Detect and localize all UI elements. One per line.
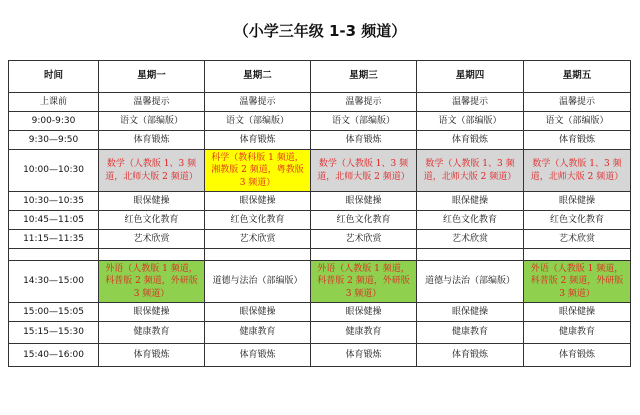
- schedule-cell: 温馨提示: [524, 93, 631, 112]
- schedule-cell: 健康教育: [311, 322, 417, 344]
- schedule-cell: 红色文化教育: [524, 211, 631, 230]
- schedule-cell: 温馨提示: [311, 93, 417, 112]
- schedule-cell: 眼保健操: [205, 192, 311, 211]
- table-row: [9, 112, 631, 131]
- header-monday: 星期一: [99, 61, 205, 93]
- header-wednesday: 星期三: [311, 61, 417, 93]
- table-row: [9, 93, 631, 112]
- time-cell: 9:00-9:30: [9, 112, 99, 131]
- time-cell: 10:00—10:30: [9, 150, 99, 192]
- schedule-cell: 外语（人教版 1 频道，科普版 2 频道，外研版 3 频道）: [311, 261, 417, 303]
- schedule-cell: 健康教育: [99, 322, 205, 344]
- schedule-cell: 语文（部编版）: [417, 112, 524, 131]
- schedule-cell: 数学（人教版 1、3 频道，北师大版 2 频道）: [311, 150, 417, 192]
- schedule-cell: [417, 249, 524, 261]
- table-row: [9, 230, 631, 249]
- schedule-cell: 艺术欣赏: [311, 230, 417, 249]
- page-title: （小学三年级 1-3 频道）: [233, 22, 407, 40]
- schedule-cell: 红色文化教育: [205, 211, 311, 230]
- schedule-cell: 语文（部编版）: [99, 112, 205, 131]
- schedule-cell: 温馨提示: [417, 93, 524, 112]
- schedule-cell: 体育锻炼: [524, 344, 631, 367]
- schedule-cell: 健康教育: [417, 322, 524, 344]
- header-thursday: 星期四: [417, 61, 524, 93]
- schedule-cell: [524, 249, 631, 261]
- schedule-cell: 科学（教科版 1 频道，湘教版 2 频道，粤教版 3 频道）: [205, 150, 311, 192]
- table-row: [9, 344, 631, 367]
- schedule-cell: 眼保健操: [99, 303, 205, 322]
- schedule-cell: 语文（部编版）: [311, 112, 417, 131]
- schedule-cell: 眼保健操: [311, 192, 417, 211]
- table-row: [9, 211, 631, 230]
- schedule-cell: 外语（人教版 1 频道，科普版 2 频道，外研版 3 频道）: [99, 261, 205, 303]
- schedule-cell: 体育锻炼: [417, 131, 524, 150]
- time-cell: 14:30—15:00: [9, 261, 99, 303]
- schedule-cell: [99, 249, 205, 261]
- time-cell: 9:30—9:50: [9, 131, 99, 150]
- time-cell: 15:15—15:30: [9, 322, 99, 344]
- schedule-cell: 数学（人教版 1、3 频道，北师大版 2 频道）: [417, 150, 524, 192]
- schedule-cell: 数学（人教版 1、3 频道，北师大版 2 频道）: [524, 150, 631, 192]
- schedule-cell: 健康教育: [524, 322, 631, 344]
- schedule-cell: 艺术欣赏: [99, 230, 205, 249]
- schedule-cell: 体育锻炼: [99, 131, 205, 150]
- schedule-cell: 道德与法治（部编版）: [417, 261, 524, 303]
- schedule-cell: 体育锻炼: [205, 131, 311, 150]
- table-row: [9, 322, 631, 344]
- time-cell: 10:45—11:05: [9, 211, 99, 230]
- schedule-cell: [205, 249, 311, 261]
- schedule-cell: [311, 249, 417, 261]
- schedule-cell: 眼保健操: [311, 303, 417, 322]
- time-cell: 上课前: [9, 93, 99, 112]
- schedule-cell: 体育锻炼: [417, 344, 524, 367]
- table-row: [9, 192, 631, 211]
- schedule-cell: 红色文化教育: [417, 211, 524, 230]
- time-cell: 15:00—15:05: [9, 303, 99, 322]
- schedule-cell: 眼保健操: [524, 303, 631, 322]
- schedule-cell: 数学（人教版 1、3 频道，北师大版 2 频道）: [99, 150, 205, 192]
- schedule-cell: 艺术欣赏: [524, 230, 631, 249]
- header-time: 时间: [9, 61, 99, 93]
- schedule-cell: 体育锻炼: [205, 344, 311, 367]
- schedule-cell: 眼保健操: [99, 192, 205, 211]
- time-cell: [9, 249, 99, 261]
- schedule-cell: 语文（部编版）: [205, 112, 311, 131]
- schedule-cell: 体育锻炼: [311, 344, 417, 367]
- header-friday: 星期五: [524, 61, 631, 93]
- schedule-cell: 语文（部编版）: [524, 112, 631, 131]
- schedule-cell: 健康教育: [205, 322, 311, 344]
- schedule-cell: 道德与法治（部编版）: [205, 261, 311, 303]
- schedule-cell: 眼保健操: [205, 303, 311, 322]
- time-cell: 11:15—11:35: [9, 230, 99, 249]
- schedule-cell: 温馨提示: [99, 93, 205, 112]
- schedule-cell: 红色文化教育: [99, 211, 205, 230]
- header-row: [9, 61, 631, 93]
- schedule-cell: 红色文化教育: [311, 211, 417, 230]
- table-row: [9, 303, 631, 322]
- table-row: [9, 150, 631, 192]
- schedule-cell: 眼保健操: [417, 192, 524, 211]
- schedule-cell: 艺术欣赏: [417, 230, 524, 249]
- schedule-cell: 体育锻炼: [311, 131, 417, 150]
- schedule-cell: 眼保健操: [524, 192, 631, 211]
- table-row: [9, 249, 631, 261]
- schedule-cell: 体育锻炼: [524, 131, 631, 150]
- table-row: [9, 261, 631, 303]
- header-tuesday: 星期二: [205, 61, 311, 93]
- schedule-cell: 体育锻炼: [99, 344, 205, 367]
- schedule-cell: 眼保健操: [417, 303, 524, 322]
- schedule-cell: 艺术欣赏: [205, 230, 311, 249]
- schedule-cell: 温馨提示: [205, 93, 311, 112]
- schedule-cell: 外语（人教版 1 频道，科普版 2 频道，外研版 3 频道）: [524, 261, 631, 303]
- time-cell: 10:30—10:35: [9, 192, 99, 211]
- table-row: [9, 131, 631, 150]
- time-cell: 15:40—16:00: [9, 344, 99, 367]
- schedule-table: [8, 60, 631, 367]
